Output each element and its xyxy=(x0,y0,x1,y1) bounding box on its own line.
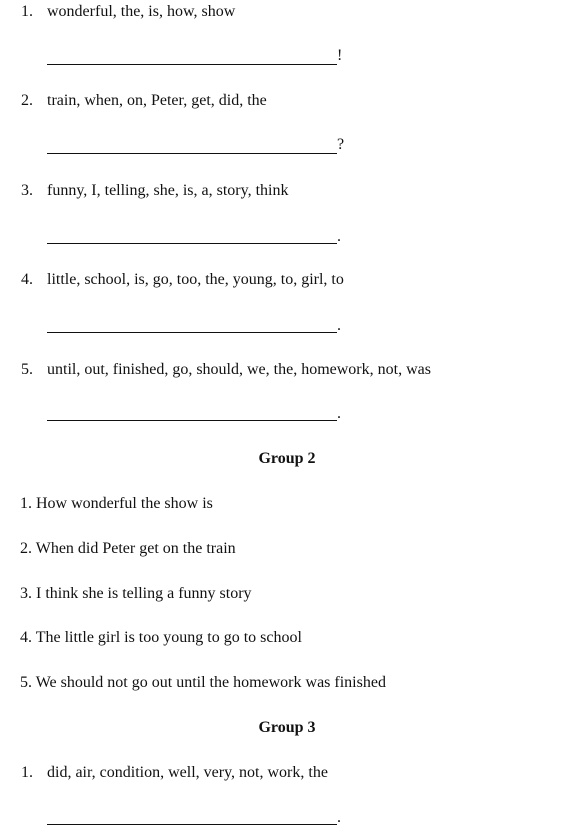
item-number: 5. xyxy=(21,361,33,378)
scrambled-words: funny, I, telling, she, is, a, story, think xyxy=(47,182,289,199)
answer-blank-line[interactable] xyxy=(47,153,337,154)
scrambled-words: wonderful, the, is, how, show xyxy=(47,3,236,20)
answer-blank-line[interactable] xyxy=(47,420,337,421)
group-3-heading: Group 3 xyxy=(258,719,316,736)
item-number: 2. xyxy=(21,92,33,109)
end-punctuation: . xyxy=(337,317,341,334)
answer-line-2: 2. When did Peter get on the train xyxy=(20,540,236,557)
answer-blank-line[interactable] xyxy=(47,243,337,244)
end-punctuation: . xyxy=(337,228,341,245)
scrambled-words: until, out, finished, go, should, we, the, homework, not, was xyxy=(47,361,431,378)
scrambled-words: train, when, on, Peter, get, did, the xyxy=(47,92,267,109)
answer-line-5: 5. We should not go out until the homework was finished xyxy=(20,674,386,691)
answer-line-1: 1. How wonderful the show is xyxy=(20,495,213,512)
end-punctuation: . xyxy=(337,809,341,826)
end-punctuation: ! xyxy=(337,47,343,64)
answer-blank-line[interactable] xyxy=(47,64,337,65)
scrambled-words: little, school, is, go, too, the, young, to, girl, to xyxy=(47,271,344,288)
answer-blank-line[interactable] xyxy=(47,824,337,825)
item-number: 3. xyxy=(21,182,33,199)
group-2-heading: Group 2 xyxy=(258,450,316,467)
answer-blank-line[interactable] xyxy=(47,332,337,333)
item-number: 1. xyxy=(21,764,33,781)
answer-line-4: 4. The little girl is too young to go to school xyxy=(20,629,302,646)
item-number: 4. xyxy=(21,271,33,288)
item-number: 1. xyxy=(21,3,33,20)
end-punctuation: . xyxy=(337,405,341,422)
answer-line-3: 3. I think she is telling a funny story xyxy=(20,585,252,602)
scrambled-words: did, air, condition, well, very, not, work, the xyxy=(47,764,328,781)
end-punctuation: ? xyxy=(337,136,345,153)
